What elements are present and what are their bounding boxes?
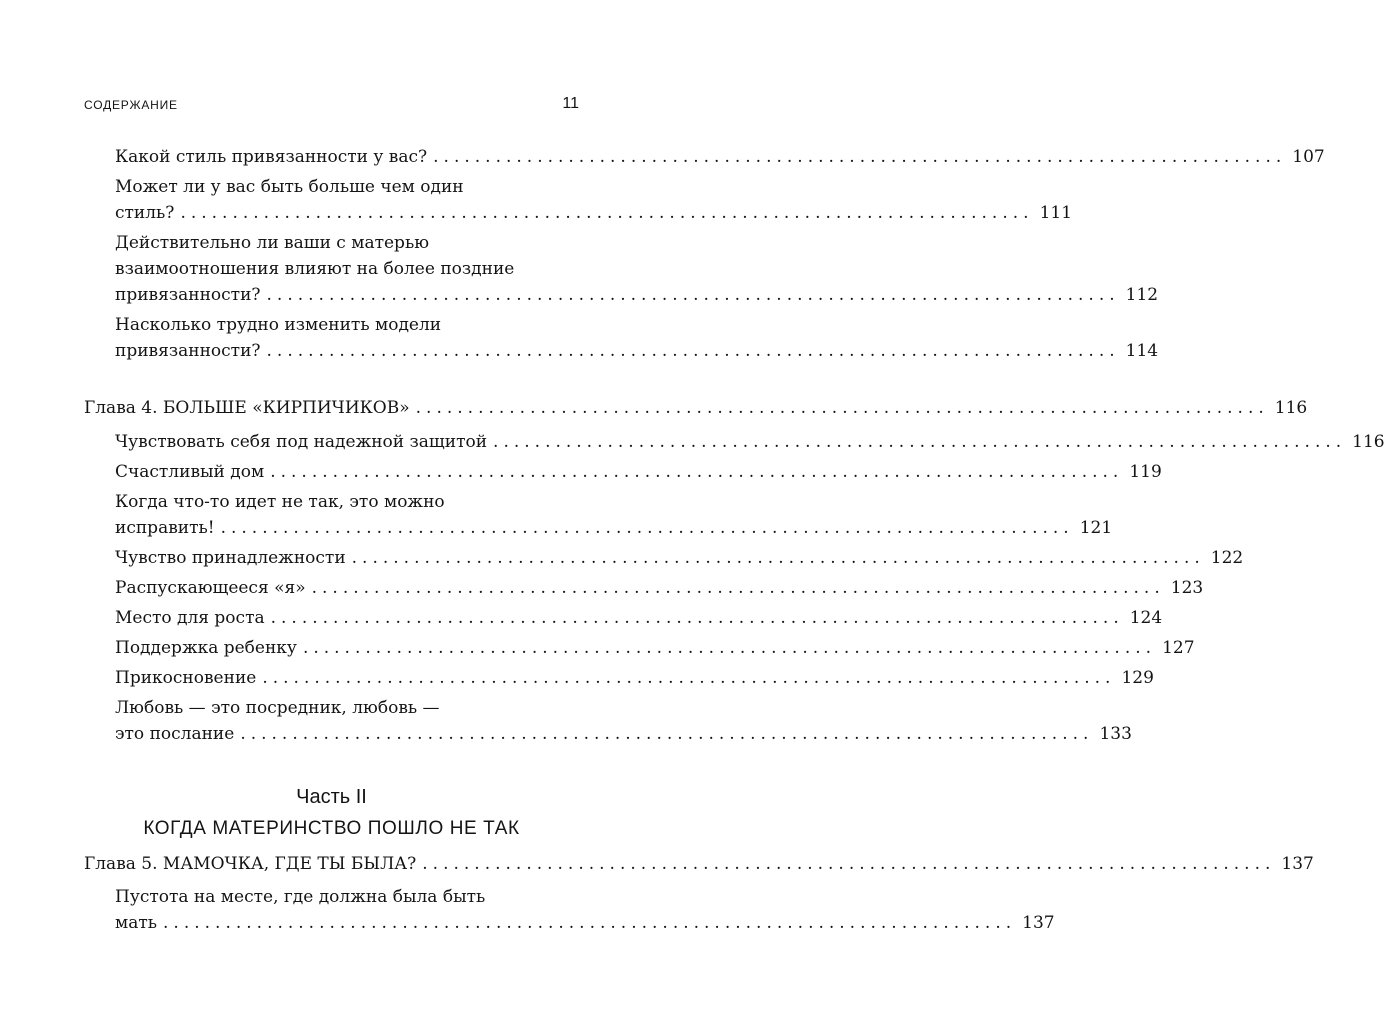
toc-entry[interactable] bbox=[115, 144, 1325, 170]
toc-entry-title: привязанности? bbox=[115, 341, 261, 361]
toc-chapter-4-items bbox=[84, 429, 1385, 747]
toc-leader-dots: .................................................................................. bbox=[180, 203, 1034, 223]
toc-page-number: 123 bbox=[1170, 578, 1204, 598]
toc-entry[interactable] bbox=[115, 575, 1204, 601]
toc-leader-dots: .................................................................................. bbox=[270, 608, 1124, 628]
toc-entry-title: Прикосновение bbox=[115, 668, 257, 688]
toc-entry[interactable] bbox=[115, 429, 1385, 455]
toc-page-number: 121 bbox=[1079, 518, 1113, 538]
running-header-title: СОДЕРЖАНИЕ bbox=[84, 98, 178, 112]
toc-page-number: 137 bbox=[1022, 913, 1055, 933]
toc-entry[interactable] bbox=[115, 545, 1244, 571]
toc-page-number: 137 bbox=[1281, 854, 1314, 874]
part-heading bbox=[84, 784, 579, 842]
toc-leader-dots: .................................................................................. bbox=[493, 432, 1347, 452]
toc-chapter-5-items bbox=[84, 884, 1055, 936]
toc-page-number: 129 bbox=[1121, 668, 1154, 688]
toc-entry-title: исправить! bbox=[115, 518, 215, 538]
toc-entry-title: Распускающееся «я» bbox=[115, 578, 306, 598]
toc-page-number: 116 bbox=[1352, 432, 1385, 452]
toc-chapter-5 bbox=[84, 851, 1314, 877]
toc-entry-title: Счастливый дом bbox=[115, 462, 265, 482]
toc-entry-title: мать bbox=[115, 913, 158, 933]
running-header bbox=[84, 96, 579, 114]
toc-page-number: 119 bbox=[1129, 462, 1162, 482]
toc-page-number: 112 bbox=[1125, 285, 1159, 305]
toc-entry-title: привязанности? bbox=[115, 285, 261, 305]
toc-chapter-4 bbox=[84, 395, 1308, 421]
toc-leader-dots: .................................................................................. bbox=[270, 462, 1124, 482]
toc-page-number: 107 bbox=[1292, 147, 1325, 167]
toc-leader-dots: .................................................................................. bbox=[240, 724, 1094, 744]
toc-leader-dots: .................................................................................. bbox=[422, 854, 1276, 874]
toc-entry-title-line: Насколько трудно изменить модели bbox=[115, 315, 442, 335]
toc-leader-dots: .................................................................................. bbox=[220, 518, 1074, 538]
toc-page-number: 116 bbox=[1274, 398, 1308, 418]
toc-leader-dots: .................................................................................. bbox=[433, 147, 1287, 167]
toc-entry-title: Глава 5. МАМОЧКА, ГДЕ ТЫ БЫЛА? bbox=[84, 854, 417, 874]
toc-entry[interactable] bbox=[115, 605, 1163, 631]
toc-page-number: 114 bbox=[1125, 341, 1159, 361]
toc-entry-title: Поддержка ребенку bbox=[115, 638, 297, 658]
toc-leader-dots: .................................................................................. bbox=[266, 341, 1120, 361]
toc-chapter-entry[interactable] bbox=[84, 395, 1308, 421]
toc-leader-dots: .................................................................................. bbox=[415, 398, 1269, 418]
part-title: КОГДА МАТЕРИНСТВО ПОШЛО НЕ ТАК bbox=[143, 818, 520, 839]
toc-page-number: 124 bbox=[1129, 608, 1163, 628]
toc-entry-title: Чувствовать себя под надежной защитой bbox=[115, 432, 488, 452]
toc-entry-title-line: Действительно ли ваши с матерью bbox=[115, 233, 429, 253]
toc-section-attachment bbox=[84, 144, 1325, 364]
toc-entry[interactable] bbox=[115, 312, 1159, 364]
toc-entry-title: Глава 4. БОЛЬШЕ «КИРПИЧИКОВ» bbox=[84, 398, 410, 418]
toc-entry[interactable] bbox=[115, 884, 1055, 936]
toc-entry[interactable] bbox=[115, 459, 1162, 485]
toc-entry-title: Чувство принадлежности bbox=[115, 548, 346, 568]
toc-entry[interactable] bbox=[115, 665, 1154, 691]
toc-entry-title: стиль? bbox=[115, 203, 175, 223]
toc-entry-title-line: Любовь — это посредник, любовь — bbox=[115, 698, 440, 718]
toc-leader-dots: .................................................................................. bbox=[262, 668, 1116, 688]
toc-entry[interactable] bbox=[115, 174, 1073, 226]
toc-entry-title-line: Пустота на месте, где должна была быть bbox=[115, 887, 486, 907]
toc-entry-title: Какой стиль привязанности у вас? bbox=[115, 147, 428, 167]
toc-leader-dots: .................................................................................. bbox=[266, 285, 1120, 305]
page-number: 11 bbox=[562, 95, 579, 112]
toc-entry[interactable] bbox=[115, 489, 1113, 541]
toc-entry-title-line: Когда что-то идет не так, это можно bbox=[115, 492, 445, 512]
toc-page-number: 127 bbox=[1162, 638, 1195, 658]
toc-page-number: 111 bbox=[1039, 203, 1073, 223]
toc-leader-dots: .................................................................................. bbox=[302, 638, 1157, 658]
part-label: Часть II bbox=[296, 786, 367, 808]
toc-entry-title: это послание bbox=[115, 724, 235, 744]
toc-entry[interactable] bbox=[115, 695, 1132, 747]
toc-leader-dots: .................................................................................. bbox=[351, 548, 1205, 568]
toc-entry-title: Место для роста bbox=[115, 608, 265, 628]
toc-leader-dots: .................................................................................. bbox=[163, 913, 1017, 933]
toc-entry[interactable] bbox=[115, 635, 1195, 661]
toc-page-number: 133 bbox=[1099, 724, 1132, 744]
toc-page-number: 122 bbox=[1210, 548, 1244, 568]
toc-chapter-entry[interactable] bbox=[84, 851, 1314, 877]
toc-leader-dots: .................................................................................. bbox=[311, 578, 1165, 598]
toc-entry-title-line: Может ли у вас быть больше чем один bbox=[115, 177, 464, 197]
toc-entry[interactable] bbox=[115, 230, 1159, 308]
toc-entry-title-line: взаимоотношения влияют на более поздние bbox=[115, 259, 515, 279]
